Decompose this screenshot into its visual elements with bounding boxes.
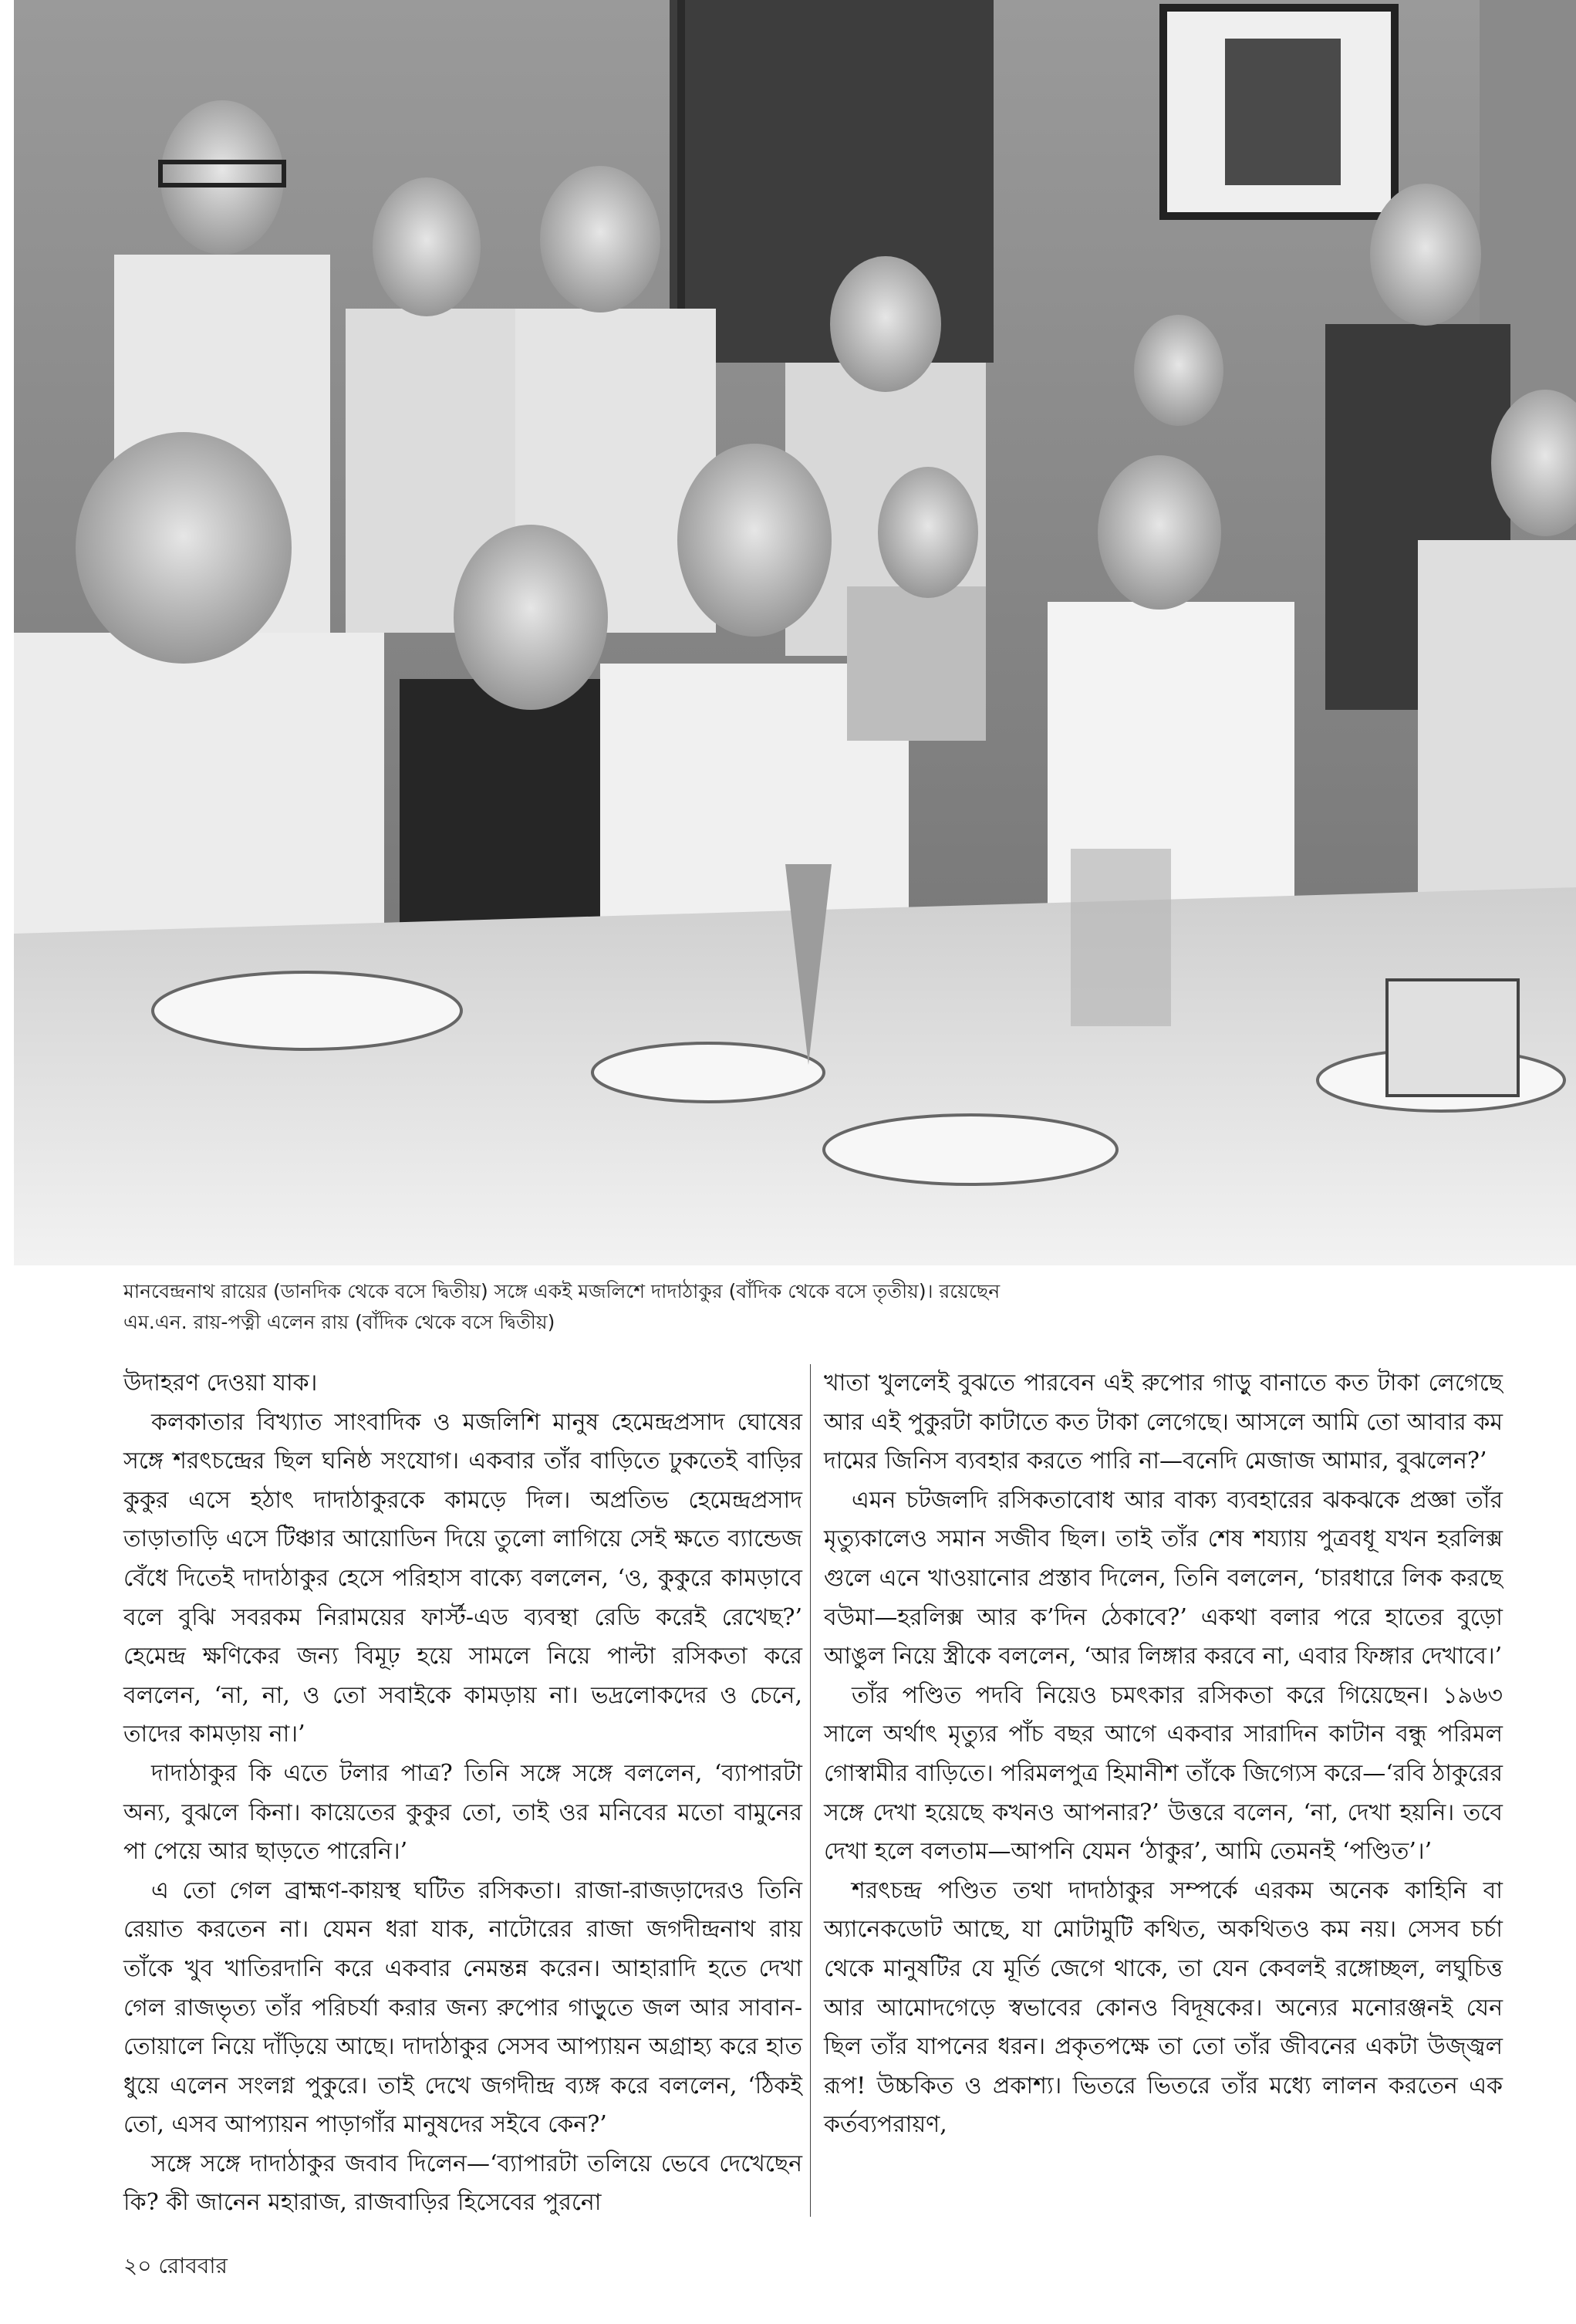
paragraph: তাঁর পণ্ডিত পদবি নিয়েও চমৎকার রসিকতা করে গিয়েছেন। ১৯৬৩ সালে অর্থাৎ মৃত্যুর পাঁচ বছর আগে একবার সারাদিন কাটান বন্ধু পরিমল গোস্বামীর বাড়িতে। পরিমলপুত্র হিমানীশ তাঁকে জিগ্যেস করে—‘রবি ঠাকুরের সঙ্গে দেখা হয়েছে কখনও আপনার?’ উত্তরে বলেন, ‘না, দেখা হয়নি। তবে দেখা হলে বলতাম—আপনি যেমন ‘ঠাকুর’, আমি তেমনই ‘পণ্ডিত’।’ bbox=[824, 1681, 1503, 1866]
paragraph: সঙ্গে সঙ্গে দাদাঠাকুর জবাব দিলেন—‘ব্যাপারটা তলিয়ে ভেবে দেখেছেন কি? কী জানেন মহারাজ, রাজবাড়ির হিসেবের পুরনো bbox=[123, 2150, 802, 2217]
paragraph: উদাহরণ দেওয়া যাক। bbox=[123, 1370, 318, 1397]
article-column-left bbox=[123, 1364, 802, 2223]
photo-caption bbox=[123, 1276, 1497, 1338]
page-number: ২০ bbox=[123, 2253, 152, 2278]
column-divider bbox=[810, 1364, 811, 2217]
paragraph: দাদাঠাকুর কি এতে টলার পাত্র? তিনি সঙ্গে সঙ্গে বললেন, ‘ব্যাপারটা অন্য, বুঝলে কিনা। কায়েতের কুকুর তো, তাই ওর মনিবের মতো বামুনের পা পেয়ে আর ছাড়তে পারেনি।’ bbox=[123, 1759, 802, 1866]
paragraph: এ তো গেল ব্রাহ্মণ-কায়স্থ ঘটিত রসিকতা। রাজা-রাজড়াদেরও তিনি রেয়াত করতেন না। যেমন ধরা যাক, নাটোরের রাজা জগদীন্দ্রনাথ রায় তাঁকে খুব খাতিরদানি করে একবার নেমন্তন্ন করেন। আহারাদি হতে দেখা গেল রাজভৃত্য তাঁর পরিচর্যা করার জন্য রুপোর গাড়ুতে জল আর সাবান-তোয়ালে নিয়ে দাঁড়িয়ে আছে। দাদাঠাকুর সেসব আপ্যায়ন অগ্রাহ্য করে হাত ধুয়ে এলেন সংলগ্ন পুকুরে। তাই দেখে জগদীন্দ্র ব্যঙ্গ করে বললেন, ‘ঠিকই তো, এসব আপ্যায়ন পাড়াগাঁর মানুষদের সইবে কেন?’ bbox=[123, 1876, 802, 2139]
article-column-right bbox=[824, 1364, 1503, 2145]
group-photograph bbox=[14, 0, 1576, 1265]
paragraph: এমন চটজলদি রসিকতাবোধ আর বাক্য ব্যবহারের ঝকঝকে প্রজ্ঞা তাঁর মৃত্যুকালেও সমান সজীব ছিল। তাই তাঁর শেষ শয্যায় পুত্রবধূ যখন হরলিক্স গুলে এনে খাওয়ানোর প্রস্তাব দিলেন, তিনি বললেন, ‘চারধারে লিক করছে বউমা—হরলিক্স আর ক’দিন ঠেকাবে?’ একথা বলার পরে হাতের বুড়ো আঙুল নিয়ে স্ত্রীকে বললেন, ‘আর লিঙ্গার করবে না, এবার ফিঙ্গার দেখাবে।’ bbox=[824, 1486, 1503, 1670]
paragraph: কলকাতার বিখ্যাত সাংবাদিক ও মজলিশি মানুষ হেমেন্দ্রপ্রসাদ ঘোষের সঙ্গে শরৎচন্দ্রের ছিল ঘনিষ্ঠ সংযোগ। একবার তাঁর বাড়িতে ঢুকতেই বাড়ির কুকুর এসে হঠাৎ দাদাঠাকুরকে কামড়ে দিল। অপ্রতিভ হেমেন্দ্রপ্রসাদ তাড়াতাড়ি এসে টিঞ্চার আয়োডিন দিয়ে তুলো লাগিয়ে সেই ক্ষতে ব্যান্ডেজ বেঁধে দিতেই দাদাঠাকুর হেসে পরিহাস বাক্যে বললেন, ‘ও, কুকুরে কামড়াবে বলে বুঝি সবরকম নিরাময়ের ফার্স্ট-এড ব্যবস্থা রেডি করেই রেখেছ?’ হেমেন্দ্র ক্ষণিকের জন্য বিমূঢ় হয়ে সামলে নিয়ে পাল্টা রসিকতা করে বললেন, ‘না, না, ও তো সবাইকে কামড়ায় না। ভদ্রলোকদের ও চেনে, তাদের কামড়ায় না।’ bbox=[123, 1408, 802, 1748]
magazine-name: রোববার bbox=[158, 2253, 228, 2278]
caption-line-2: এম.এন. রায়-পত্নী এলেন রায় (বাঁদিক থেকে বসে দ্বিতীয়) bbox=[123, 1311, 555, 1333]
page-footer bbox=[123, 2249, 228, 2285]
caption-line-1: মানবেন্দ্রনাথ রায়ের (ডানদিক থেকে বসে দ্বিতীয়) সঙ্গে একই মজলিশে দাদাঠাকুর (বাঁদিক থেকে বসে তৃতীয়)। রয়েছেন bbox=[123, 1280, 1001, 1302]
paragraph: শরৎচন্দ্র পণ্ডিত তথা দাদাঠাকুর সম্পর্কে এরকম অনেক কাহিনি বা অ্যানেকডোট আছে, যা মোটামুটি কথিত, অকথিতও কম নয়। সেসব চর্চা থেকে মানুষটির যে মূর্তি জেগে থাকে, তা যেন কেবলই রঙ্গোচ্ছল, লঘুচিত্ত আর আমোদগেড়ে স্বভাবের কোনও বিদূষকের। অন্যের মনোরঞ্জনই যেন ছিল তাঁর যাপনের ধরন। প্রকৃতপক্ষে তা তো তাঁর জীবনের একটা উজ্জ্বল রূপ! উচ্চকিত ও প্রকাশ্য। ভিতরে ভিতরে তাঁর মধ্যে লালন করতেন এক কর্তব্যপরায়ণ, bbox=[824, 1876, 1503, 2139]
paragraph: খাতা খুললেই বুঝতে পারবেন এই রুপোর গাড়ু বানাতে কত টাকা লেগেছে আর এই পুকুরটা কাটাতে কত টাকা লেগেছে। আসলে আমি তো আবার কম দামের জিনিস ব্যবহার করতে পারি না—বনেদি মেজাজ আমার, বুঝলেন?’ bbox=[824, 1370, 1503, 1475]
photograph-artwork bbox=[14, 0, 1576, 1265]
